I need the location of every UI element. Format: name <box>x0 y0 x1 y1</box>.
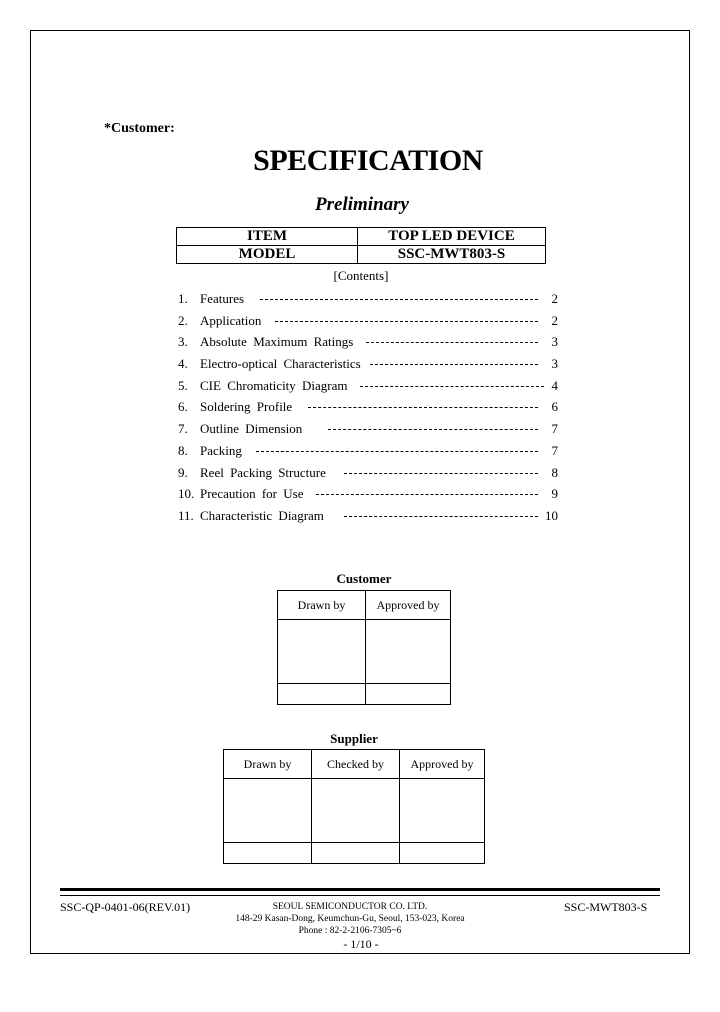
table-row <box>278 591 451 620</box>
model-key: MODEL <box>177 246 358 264</box>
toc-number: 11. <box>178 507 194 523</box>
toc-title: Reel Packing Structure <box>200 464 326 480</box>
customer-drawn-by-date <box>278 684 366 705</box>
customer-drawn-by-header: Drawn by <box>278 591 366 620</box>
footer-rule-thin <box>60 895 660 896</box>
toc-item <box>178 462 562 484</box>
customer-approval-table <box>277 590 451 705</box>
toc-number: 3. <box>178 334 188 350</box>
item-model-table <box>176 227 546 264</box>
toc-page: 7 <box>551 442 558 458</box>
toc-number: 1. <box>178 291 188 306</box>
toc-title: Electro-optical Characteristics <box>200 356 361 372</box>
supplier-checked-by-header: Checked by <box>312 750 400 779</box>
toc-page: 3 <box>551 356 558 372</box>
toc-item <box>178 396 562 418</box>
toc-item <box>178 440 562 462</box>
document-title: SPECIFICATION <box>253 144 483 177</box>
customer-drawn-by-signature <box>278 620 366 684</box>
table-row <box>177 246 546 264</box>
toc-page: 7 <box>551 421 558 437</box>
customer-approved-by-signature <box>366 620 451 684</box>
toc-item <box>178 375 562 397</box>
toc-title: Features <box>200 291 245 306</box>
toc-leader <box>275 321 538 322</box>
toc-leader <box>328 429 538 430</box>
supplier-approved-by-header: Approved by <box>400 750 485 779</box>
toc-page: 4 <box>551 377 558 393</box>
toc-number: 5. <box>178 377 188 393</box>
toc-page: 8 <box>551 464 558 480</box>
customer-approved-by-date <box>366 684 451 705</box>
toc-page: 2 <box>551 312 558 328</box>
table-row <box>224 750 485 779</box>
footer-address: 148-29 Kasan-Dong, Keumchun-Gu, Seoul, 153-023, Korea <box>235 914 465 924</box>
customer-approved-by-header: Approved by <box>366 591 451 620</box>
toc-title: CIE Chromaticity Diagram <box>200 377 348 393</box>
toc-leader <box>344 473 538 474</box>
customer-approval-label: Customer <box>336 571 392 586</box>
toc-number: 9. <box>178 464 188 480</box>
toc-page: 2 <box>551 291 558 306</box>
footer-rule-thick <box>60 888 660 891</box>
supplier-approval-table <box>223 749 485 864</box>
document-status: Preliminary <box>315 194 409 215</box>
toc-item <box>178 483 562 505</box>
toc-number: 2. <box>178 312 188 328</box>
supplier-checked-by-signature <box>312 779 400 843</box>
table-of-contents <box>178 288 562 527</box>
toc-leader <box>308 407 538 408</box>
table-row <box>224 779 485 843</box>
toc-title: Packing <box>200 442 242 458</box>
toc-leader <box>366 342 538 343</box>
toc-title: Absolute Maximum Ratings <box>200 334 354 350</box>
toc-number: 6. <box>178 399 188 415</box>
toc-leader <box>344 516 538 517</box>
table-row <box>224 843 485 864</box>
toc-item <box>178 331 562 353</box>
table-row <box>278 684 451 705</box>
supplier-drawn-by-header: Drawn by <box>224 750 312 779</box>
toc-item <box>178 288 562 310</box>
supplier-checked-by-date <box>312 843 400 864</box>
supplier-drawn-by-date <box>224 843 312 864</box>
item-value: TOP LED DEVICE <box>358 228 546 246</box>
footer-doc-code: SSC-QP-0401-06(REV.01) <box>60 900 191 914</box>
toc-item <box>178 418 562 440</box>
supplier-drawn-by-signature <box>224 779 312 843</box>
toc-number: 8. <box>178 442 188 458</box>
toc-title: Precaution for Use <box>200 486 304 502</box>
customer-label: *Customer: <box>104 121 175 136</box>
page-number: - 1/10 - <box>343 937 379 951</box>
model-value: SSC-MWT803-S <box>358 246 546 264</box>
toc-page: 10 <box>545 507 558 523</box>
toc-leader <box>370 364 538 365</box>
toc-leader <box>316 494 538 495</box>
toc-leader <box>360 386 544 387</box>
toc-item <box>178 310 562 332</box>
item-key: ITEM <box>177 228 358 246</box>
toc-page: 3 <box>551 334 558 350</box>
toc-title: Soldering Profile <box>200 399 293 415</box>
toc-leader <box>256 451 538 452</box>
toc-leader <box>260 299 538 300</box>
toc-number: 7. <box>178 421 188 437</box>
supplier-approved-by-signature <box>400 779 485 843</box>
toc-number: 10. <box>178 486 195 502</box>
table-row <box>278 620 451 684</box>
supplier-approved-by-date <box>400 843 485 864</box>
toc-title: Characteristic Diagram <box>200 507 324 523</box>
table-row <box>177 228 546 246</box>
footer-phone: Phone : 82-2-2106-7305~6 <box>298 926 402 936</box>
toc-page: 9 <box>551 486 558 502</box>
toc-item <box>178 505 562 527</box>
contents-heading: [Contents] <box>333 268 389 283</box>
toc-title: Outline Dimension <box>200 421 303 437</box>
toc-title: Application <box>200 312 262 328</box>
toc-page: 6 <box>551 399 558 415</box>
supplier-approval-label: Supplier <box>330 731 378 746</box>
toc-item <box>178 353 562 375</box>
footer-model: SSC-MWT803-S <box>564 900 648 914</box>
footer-company-name: SEOUL SEMICONDUCTOR CO. LTD. <box>272 902 428 912</box>
toc-number: 4. <box>178 356 188 372</box>
